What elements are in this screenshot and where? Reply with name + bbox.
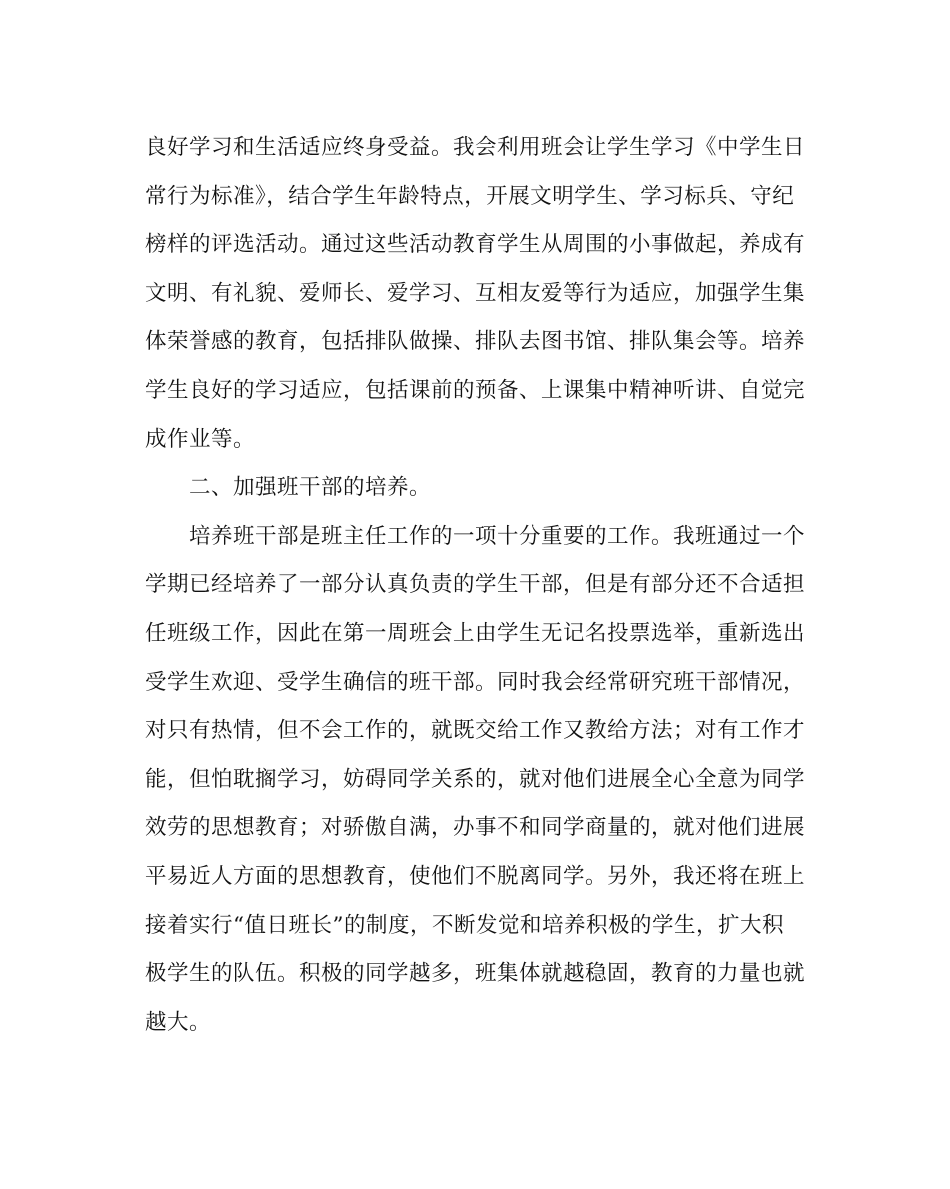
text-line: 体荣誉感的教育，包括排队做操、排队去图书馆、排队集会等。培养 [145,329,806,355]
text-line: 极学生的队伍。积极的同学越多，班集体就越稳固，教育的力量也就 [145,961,806,987]
text-line: 对只有热情，但不会工作的，就既交给工作又教给方法；对有工作才 [145,718,806,744]
text-line: 榜样的评选活动。通过这些活动教育学生从周围的小事做起，养成有 [145,232,806,258]
text-line: 常行为标准》，结合学生年龄特点，开展文明学生、学习标兵、守纪 [145,183,795,209]
text-line: 学生良好的学习适应，包括课前的预备、上课集中精神听讲、自觉完 [145,377,806,403]
text-line: 越大。 [145,1009,212,1035]
paragraph-first-line: 培养班干部是班主任工作的一项十分重要的工作。我班通过一个 [189,523,806,549]
text-line: 受学生欢迎、受学生确信的班干部。同时我会经常研究班干部情况， [145,669,806,695]
text-line: 任班级工作，因此在第一周班会上由学生无记名投票选举，重新选出 [145,620,806,646]
text-line: 平易近人方面的思想教育，使他们不脱离同学。另外，我还将在班上 [145,863,806,889]
text-line: 学期已经培养了一部分认真负责的学生干部，但是有部分还不合适担 [145,572,806,598]
text-line: 文明、有礼貌、爱师长、爱学习、互相友爱等行为适应，加强学生集 [145,280,806,306]
text-line: 良好学习和生活适应终身受益。我会利用班会让学生学习《中学生日 [145,135,806,160]
document-body [145,124,805,1047]
text-line: 接着实行“值日班长”的制度，不断发觉和培养积极的学生，扩大积 [145,912,784,938]
section-heading: 二、加强班干部的培养。 [189,475,432,501]
text-line: 效劳的思想教育；对骄傲自满，办事不和同学商量的，就对他们进展 [145,815,806,841]
text-line: 成作业等。 [145,426,256,452]
text-line: 能，但怕耽搁学习，妨碍同学关系的，就对他们进展全心全意为同学 [145,766,806,792]
